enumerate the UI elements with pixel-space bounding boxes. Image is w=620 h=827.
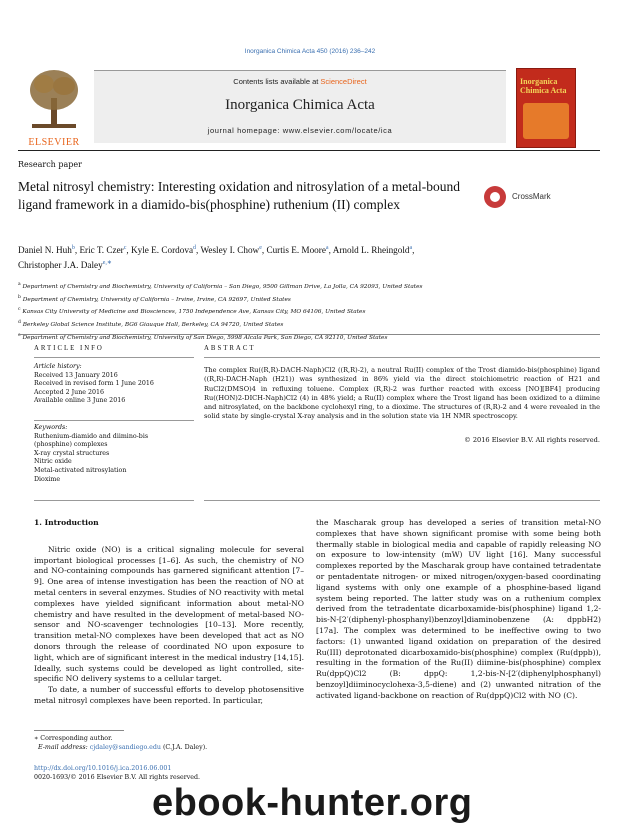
crossmark-badge[interactable] (484, 186, 604, 210)
crossmark-label: CrossMark (512, 192, 551, 201)
cover-artwork (523, 103, 569, 139)
author-list: Daniel N. Huh$^b$, Eric T. Czer$^c$, Kyle E. Cordova$^d$, Wesley I. Chow$^e$, Curtis E. Moore$^a$, Arnold L. Rheingold$^a$, Christopher J.A. Daley$^{e,∗}$ (18, 245, 415, 271)
author-affil-link[interactable]: a (409, 245, 413, 251)
keywords (34, 424, 194, 484)
author-affil-link[interactable]: e (259, 245, 262, 251)
author-affil-link[interactable]: a (325, 245, 329, 251)
keywords-label: Keywords: (34, 424, 68, 431)
abstract-heading: ABSTRACT (204, 345, 256, 352)
keyword-item: (phosphine) complexes (34, 441, 108, 449)
journal-homepage[interactable]: journal homepage: www.elsevier.com/locate/ica (207, 126, 393, 135)
article-type: Research paper (18, 160, 82, 169)
author-affil-link[interactable]: c (123, 245, 127, 251)
intro-paragraph-3: the Mascharak group has developed a series of transition metal-NO complexes that have shown significant promise with some being both thermally stable in biological media and capable of rapidly releasing NO on exposure to low-intensity (mW) UV light [16]. Many successful complexes reported by the Mascharak group have contained tetradentate or pentadentate nitrogen- or mixed nitrogen/oxygen-based coordinating ligand systems with only one example of a phosphine-based ligand system being reported. The latter study was on a ruthenium complex derived from the tetradentate dicarboxamide-bis(phosphine) ligand 1,2-bis-N-[2′(diphenyl-phosphanyl)benzoyl]diaminobenzene (A: dppbH2) [17a]. The complex was determined to be ineffective owing to two factors: (1) unwanted ligand oxidation on preparation of the desired Ru(III) deprotonated dicarboxamido-bis(phosphine) complex (Ru(dppb)), resulting in the formation of the Ru(II) diimine-bis(phosphine) complex Ru(dppQ)Cl2 (B: dppQ: 1,2-bis-N-[2′(diphenylphosphanyl) benzoyl]diiminocyclohexa-3,5-diene) and (2) unwanted nitration of the activated ligand-backbone on reaction of Ru(dppQ)Cl2 with NO (C). (316, 518, 601, 700)
journal-header (94, 70, 506, 143)
abstract-text: The complex Ru((R,R)-DACH-Naph)Cl2 ((R,R)-2), a neutral Ru(II) complex of the Trost diamido-bis(phosphine) ligand ((R,R)-DACH-Naph (H21)) was synthesized in 86% yield via the direct stoichiometric reaction of H21 and RuCl2(DMSO)4 in refluxing toluene. Complex (R,R)-2 was further reacted with excess [NO][BF4] producing Ru((HON)2-DICH-Naph)Cl2 (4) in 48% yield; a Ru(II) complex where the Trost ligand has been oxidized to a diimine and nitrosylated, on the backbone cyclohexyl ring, to a dioxime. The structures of (R,R)-2 and 4 were revealed in the solid state by single-crystal X-ray analysis and in the solution state via 1H NMR spectroscopy. (204, 366, 600, 421)
contents-prefix: Contents lists available at (233, 77, 321, 86)
keyword-item: Nitric oxide (34, 458, 72, 466)
article-info-rule-2 (34, 420, 194, 421)
affiliation-item: $^b$ Department of Chemistry, University of California – Irvine, Irvine, CA 92697, United States (18, 294, 291, 303)
intro-paragraph-2: To date, a number of successful efforts to develop photosensitive metal nitrosyl complexes have been reported. In particular, (34, 685, 304, 705)
author-name: Wesley I. Chow (200, 245, 260, 256)
sciencedirect-link[interactable]: ScienceDirect (320, 77, 367, 86)
elsevier-wordmark: ELSEVIER (28, 137, 80, 148)
abstract-bottom-rule (204, 500, 600, 501)
doi-block (34, 764, 304, 782)
article-history (34, 363, 194, 406)
affiliation-item: $^d$ Berkeley Global Science Institute, BG6 Giauque Hall, Berkeley, CA 94720, United States (18, 320, 284, 329)
author-affil-link[interactable]: e,∗ (102, 260, 112, 267)
article-info-heading: ARTICLE INFO (34, 345, 104, 352)
footnote-rule (34, 730, 124, 731)
keyword-item: Metal-activated nitrosylation (34, 466, 127, 474)
journal-citation[interactable]: Inorganica Chimica Acta 450 (2016) 236–242 (244, 48, 376, 55)
watermark: ebook-hunter.org (152, 782, 473, 824)
history-label: Article history: (34, 363, 82, 370)
history-item: Accepted 2 June 2016 (34, 388, 105, 396)
email-line: E-mail address: cjdaley@sandiego.edu (C.J.A. Daley). (38, 744, 208, 751)
elsevier-tree-icon (26, 68, 82, 132)
email-link[interactable]: cjdaley@sandiego.edu (89, 744, 161, 751)
issn-line: 0020-1693/© 2016 Elsevier B.V. All rights reserved. (34, 774, 201, 781)
header-divider (18, 150, 600, 151)
history-item: Available online 3 June 2016 (34, 397, 126, 405)
article-info-bottom-rule (34, 500, 194, 501)
affiliation-divider (18, 334, 600, 335)
elsevier-logo (18, 68, 90, 148)
author-name: Eric T. Czer (79, 245, 124, 256)
cover-title: Inorganica Chimica Acta (520, 77, 567, 95)
footnote (34, 734, 304, 752)
keyword-item: Dioxime (34, 475, 61, 483)
intro-paragraph-1: Nitric oxide (NO) is a critical signaling molecule for several important biological processes [1–6]. As such, the chemistry of NO and NO-containing compounds has garnered significant attention [7–9]. One area of intense investigation has been the reaction of NO at metal centers in several enzymes. Studies of NO reactivity with metal complexes have yielded significant information about metal-NO chemistry and have resulted in the development of metal-based NO-sensor and NO-scavenger technologies [10–13]. More recently, transition metal-NO complexes have been developed that act as NO donors through the release of coordinated NO upon exposure to light, which are of significant interest in the medical industry [14,15]. Ideally, such systems could be developed as light controlled, site-specific NO delivery systems to a cellular target. (34, 544, 304, 684)
abstract-copyright: © 2016 Elsevier B.V. All rights reserved. (464, 436, 600, 444)
journal-title: Inorganica Chimica Acta (225, 97, 375, 113)
abstract-rule (204, 357, 600, 358)
affiliation-item: $^c$ Kansas City University of Medicine and Biosciences, 1750 Independence Ave, Kansas City, MO 64106, United States (18, 307, 366, 316)
affiliation-item: $^e$ Department of Chemistry and Biochemistry, University of San Diego, 5998 Alcala Park, San Diego, CA 92110, United States (18, 332, 388, 341)
author-name: Arnold L. Rheingold (332, 245, 410, 256)
body-column-right (316, 518, 601, 702)
author-name: Curtis E. Moore (266, 245, 326, 256)
article-title: Metal nitrosyl chemistry: Interesting oxidation and nitrosylation of a metal-bound ligand framework in a diamido-bis(phosphine) ruthenium (II) complex (18, 179, 461, 212)
author-affil-link[interactable]: b (71, 245, 75, 251)
keyword-item: X-ray crystal structures (34, 449, 110, 457)
affiliation-item: $^a$ Department of Chemistry and Biochemistry, University of California – San Diego, 9500 Gillman Drive, La Jolla, CA 92093, United States (18, 282, 423, 290)
article-info-rule (34, 357, 194, 358)
corresponding-author: ∗ Corresponding author. (34, 735, 113, 742)
section-heading: 1. Introduction (34, 518, 99, 527)
doi-link[interactable]: http://dx.doi.org/10.1016/j.ica.2016.06.001 (34, 765, 172, 772)
author-affil-link[interactable]: d (193, 245, 197, 251)
author-name: Daniel N. Huh (18, 245, 72, 256)
contents-line (94, 77, 506, 86)
keyword-item: Ruthenium-diamido and diimino-bis (34, 432, 149, 440)
crossmark-icon (484, 186, 506, 208)
author-name: Christopher J.A. Daley (18, 260, 103, 271)
journal-cover-image (516, 68, 576, 148)
history-item: Received in revised form 1 June 2016 (34, 380, 154, 388)
body-column-left (34, 518, 304, 707)
author-name: Kyle E. Cordova (131, 245, 194, 256)
history-item: Received 13 January 2016 (34, 371, 118, 379)
